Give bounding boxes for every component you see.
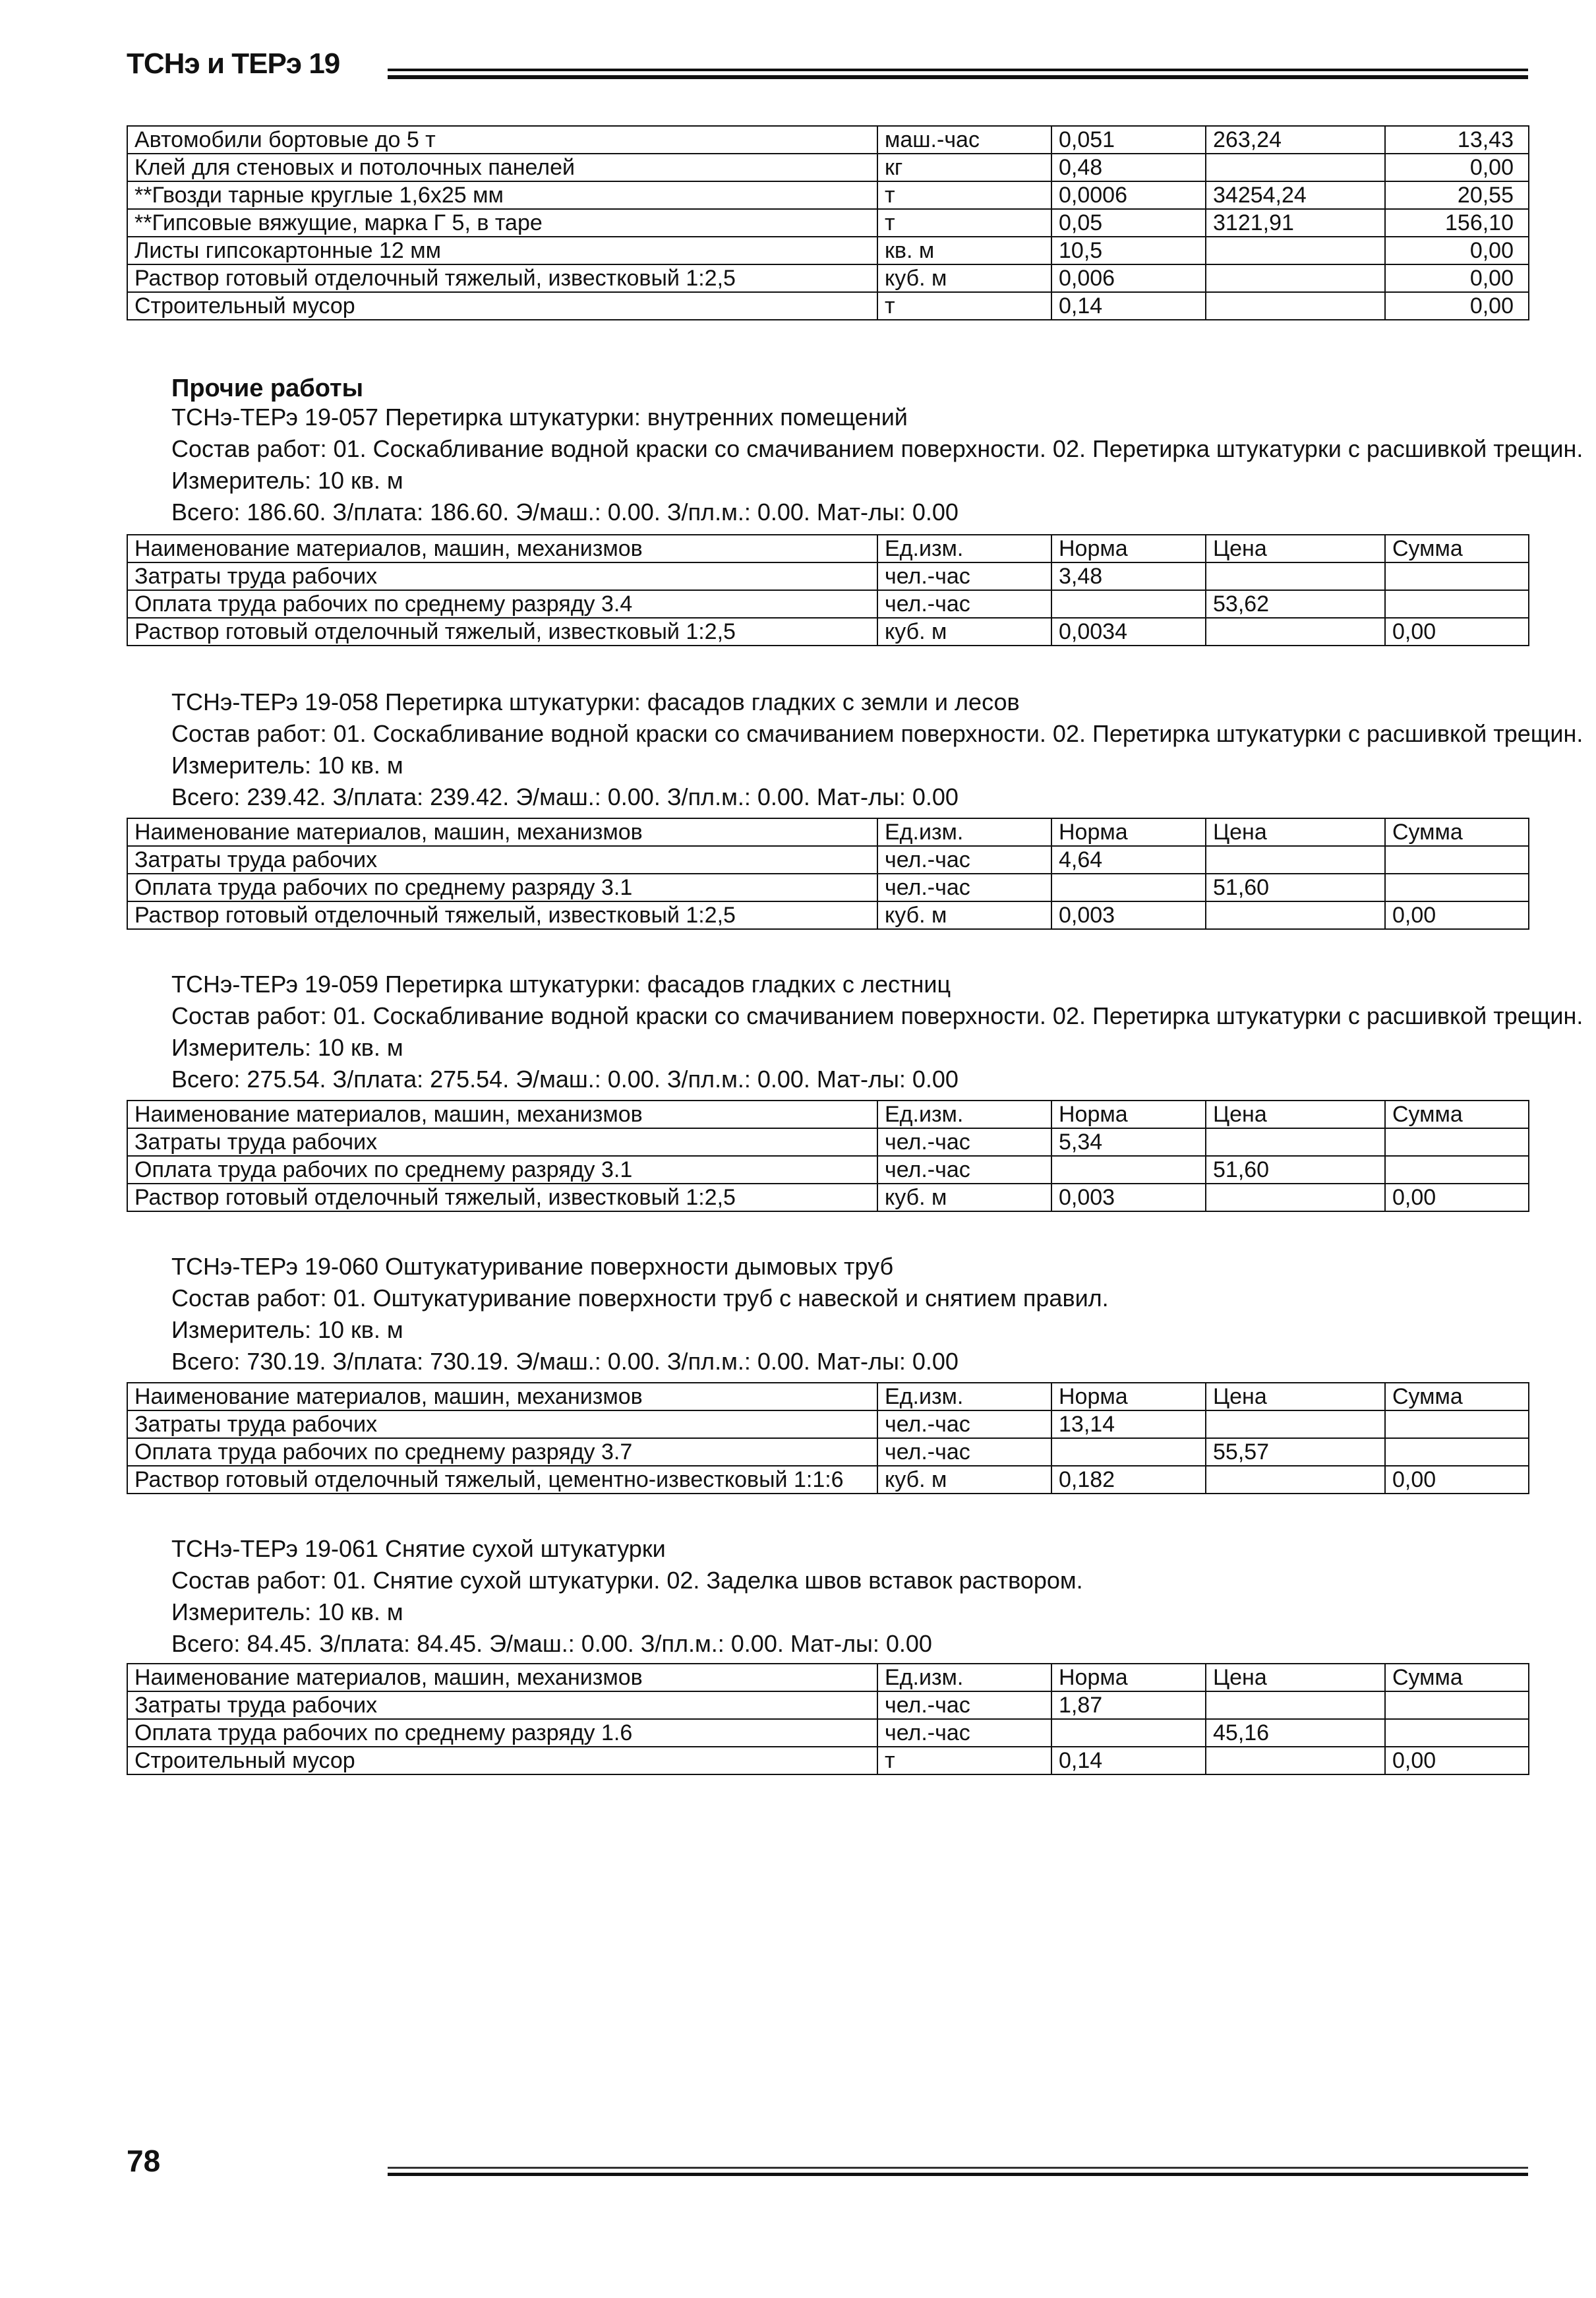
cell-unit: т [877,181,1051,209]
cell-unit: чел.-час [877,1691,1051,1719]
cell-name: Раствор готовый отделочный тяжелый, известковый 1:2,5 [127,618,877,646]
block-unit: Измеритель: 10 кв. м [171,1034,403,1061]
cell-norm: 0,14 [1051,292,1206,320]
block-title: ТСНэ-ТЕРэ 19-059 Перетирка штукатурки: фасадов гладких с лестниц [171,971,951,998]
cell-price [1206,292,1385,320]
block-title: ТСНэ-ТЕРэ 19-058 Перетирка штукатурки: фасадов гладких с земли и лесов [171,688,1020,715]
block-totals: Всего: 84.45. З/плата: 84.45. Э/маш.: 0.00. З/пл.м.: 0.00. Мат-лы: 0.00 [171,1630,932,1657]
cell-name: Затраты труда рабочих [127,1691,877,1719]
materials-table [127,818,1529,930]
table-row [127,874,1529,901]
cell-norm: 10,5 [1051,237,1206,264]
cell-norm: 1,87 [1051,1691,1206,1719]
cell-sum: 0,00 [1385,292,1529,320]
table-row [127,292,1529,320]
header-sum: Сумма [1385,535,1529,562]
block-title: ТСНэ-ТЕРэ 19-061 Снятие сухой штукатурки [171,1535,666,1562]
cell-norm [1051,1719,1206,1747]
header-unit: Ед.изм. [877,1383,1051,1410]
table-row [127,590,1529,618]
section-heading: Прочие работы [171,375,364,402]
cell-unit: чел.-час [877,1128,1051,1156]
block-totals: Всего: 730.19. З/плата: 730.19. Э/маш.: 0.00. З/пл.м.: 0.00. Мат-лы: 0.00 [171,1348,959,1375]
header-norm: Норма [1051,1664,1206,1691]
cell-sum [1385,562,1529,590]
header-name: Наименование материалов, машин, механизмов [127,535,877,562]
running-header: ТСНэ и ТЕРэ 19 [127,47,340,80]
cell-name: Строительный мусор [127,292,877,320]
header-price: Цена [1206,1101,1385,1128]
header-norm: Норма [1051,535,1206,562]
table-row [127,126,1529,154]
table-row [127,1128,1529,1156]
table-row [127,901,1529,929]
table-row [127,1719,1529,1747]
cell-price [1206,1747,1385,1774]
table-header-row [127,535,1529,562]
header-norm: Норма [1051,1101,1206,1128]
table-row [127,1747,1529,1774]
table-row [127,1438,1529,1466]
table-row [127,264,1529,292]
table-header-row [127,1664,1529,1691]
cell-unit: чел.-час [877,1410,1051,1438]
cell-norm: 0,051 [1051,126,1206,154]
cell-name: Раствор готовый отделочный тяжелый, известковый 1:2,5 [127,264,877,292]
header-unit: Ед.изм. [877,535,1051,562]
cell-sum [1385,590,1529,618]
cell-norm: 0,182 [1051,1466,1206,1494]
cell-norm [1051,1438,1206,1466]
header-price: Цена [1206,535,1385,562]
cell-sum: 13,43 [1385,126,1529,154]
block-composition: Состав работ: 01. Снятие сухой штукатурки. 02. Заделка швов вставок раствором. [171,1567,1083,1594]
table-header-row [127,1101,1529,1128]
cell-sum [1385,874,1529,901]
cell-name: Раствор готовый отделочный тяжелый, известковый 1:2,5 [127,901,877,929]
table-row [127,846,1529,874]
table-row [127,1184,1529,1211]
cell-name: Оплата труда рабочих по среднему разряду 3.4 [127,590,877,618]
header-norm: Норма [1051,818,1206,846]
cell-price [1206,237,1385,264]
table-row [127,1691,1529,1719]
cell-price: 45,16 [1206,1719,1385,1747]
cell-unit: кв. м [877,237,1051,264]
table-row [127,209,1529,237]
cell-norm: 3,48 [1051,562,1206,590]
cell-unit: маш.-час [877,126,1051,154]
cell-norm: 0,0006 [1051,181,1206,209]
cell-price: 55,57 [1206,1438,1385,1466]
cell-unit: куб. м [877,618,1051,646]
top-table [127,125,1529,320]
block-composition: Состав работ: 01. Оштукатуривание поверхности труб с навеской и снятием правил. [171,1285,1109,1312]
table-row [127,1410,1529,1438]
cell-unit: чел.-час [877,1719,1051,1747]
cell-name: Затраты труда рабочих [127,1128,877,1156]
cell-norm [1051,874,1206,901]
cell-unit: куб. м [877,1184,1051,1211]
block-unit: Измеритель: 10 кв. м [171,1316,403,1343]
table-row [127,237,1529,264]
header-unit: Ед.изм. [877,1101,1051,1128]
cell-sum [1385,1156,1529,1184]
cell-name: Затраты труда рабочих [127,562,877,590]
cell-unit: чел.-час [877,562,1051,590]
cell-price [1206,1466,1385,1494]
cell-unit: чел.-час [877,874,1051,901]
cell-unit: куб. м [877,264,1051,292]
cell-norm: 0,006 [1051,264,1206,292]
cell-price [1206,1184,1385,1211]
cell-price [1206,264,1385,292]
header-name: Наименование материалов, машин, механизмов [127,1101,877,1128]
cell-price: 3121,91 [1206,209,1385,237]
block-unit: Измеритель: 10 кв. м [171,752,403,779]
block-title: ТСНэ-ТЕРэ 19-057 Перетирка штукатурки: внутренних помещений [171,404,908,431]
cell-unit: куб. м [877,1466,1051,1494]
header-sum: Сумма [1385,1383,1529,1410]
cell-price: 51,60 [1206,1156,1385,1184]
cell-sum [1385,1410,1529,1438]
block-composition: Состав работ: 01. Соскабливание водной краски со смачиванием поверхности. 02. Перетирка штукатурки с расшивкой трещин. [171,720,1583,747]
cell-unit: чел.-час [877,1156,1051,1184]
header-price: Цена [1206,818,1385,846]
cell-norm: 0,0034 [1051,618,1206,646]
cell-name: **Гвозди тарные круглые 1,6х25 мм [127,181,877,209]
block-totals: Всего: 239.42. З/плата: 239.42. Э/маш.: 0.00. З/пл.м.: 0.00. Мат-лы: 0.00 [171,783,959,810]
cell-unit: т [877,209,1051,237]
cell-sum [1385,1691,1529,1719]
cell-price: 53,62 [1206,590,1385,618]
cell-price [1206,1691,1385,1719]
block-title: ТСНэ-ТЕРэ 19-060 Оштукатуривание поверхности дымовых труб [171,1253,894,1280]
table-header-row [127,818,1529,846]
cell-norm: 0,48 [1051,154,1206,181]
cell-sum: 20,55 [1385,181,1529,209]
cell-sum: 0,00 [1385,618,1529,646]
block-totals: Всего: 275.54. З/плата: 275.54. Э/маш.: 0.00. З/пл.м.: 0.00. Мат-лы: 0.00 [171,1066,959,1093]
table-row [127,1466,1529,1494]
block-composition: Состав работ: 01. Соскабливание водной краски со смачиванием поверхности. 02. Перетирка штукатурки с расшивкой трещин. [171,1002,1583,1029]
cell-unit: чел.-час [877,1438,1051,1466]
header-norm: Норма [1051,1383,1206,1410]
cell-unit: чел.-час [877,846,1051,874]
header-price: Цена [1206,1664,1385,1691]
cell-unit: куб. м [877,901,1051,929]
block-totals: Всего: 186.60. З/плата: 186.60. Э/маш.: 0.00. З/пл.м.: 0.00. Мат-лы: 0.00 [171,499,959,526]
cell-norm: 4,64 [1051,846,1206,874]
cell-sum [1385,1719,1529,1747]
cell-price: 34254,24 [1206,181,1385,209]
header-name: Наименование материалов, машин, механизмов [127,1664,877,1691]
cell-sum: 0,00 [1385,237,1529,264]
cell-name: Оплата труда рабочих по среднему разряду 1.6 [127,1719,877,1747]
cell-sum: 156,10 [1385,209,1529,237]
cell-norm: 0,003 [1051,1184,1206,1211]
materials-table [127,1100,1529,1212]
cell-price [1206,618,1385,646]
materials-table [127,534,1529,646]
header-unit: Ед.изм. [877,818,1051,846]
cell-unit: чел.-час [877,590,1051,618]
cell-norm: 0,003 [1051,901,1206,929]
table-row [127,562,1529,590]
cell-name: Оплата труда рабочих по среднему разряду 3.7 [127,1438,877,1466]
cell-norm [1051,1156,1206,1184]
table-row [127,154,1529,181]
header-name: Наименование материалов, машин, механизмов [127,818,877,846]
cell-price [1206,154,1385,181]
cell-sum [1385,846,1529,874]
materials-table [127,1382,1529,1494]
cell-price [1206,846,1385,874]
cell-unit: т [877,1747,1051,1774]
cell-price [1206,901,1385,929]
cell-norm: 5,34 [1051,1128,1206,1156]
cell-sum: 0,00 [1385,1747,1529,1774]
cell-norm: 13,14 [1051,1410,1206,1438]
cell-name: Раствор готовый отделочный тяжелый, цементно-известковый 1:1:6 [127,1466,877,1494]
header-unit: Ед.изм. [877,1664,1051,1691]
cell-sum: 0,00 [1385,901,1529,929]
cell-name: Затраты труда рабочих [127,1410,877,1438]
cell-sum: 0,00 [1385,1466,1529,1494]
header-price: Цена [1206,1383,1385,1410]
page-number: 78 [127,2144,161,2178]
cell-sum: 0,00 [1385,154,1529,181]
header-rule [388,69,1528,79]
cell-sum: 0,00 [1385,1184,1529,1211]
cell-name: Автомобили бортовые до 5 т [127,126,877,154]
cell-price [1206,1410,1385,1438]
cell-name: Строительный мусор [127,1747,877,1774]
materials-table [127,1663,1529,1775]
header-sum: Сумма [1385,1664,1529,1691]
cell-sum [1385,1438,1529,1466]
cell-norm [1051,590,1206,618]
cell-norm: 0,05 [1051,209,1206,237]
table-header-row [127,1383,1529,1410]
cell-unit: кг [877,154,1051,181]
cell-name: Оплата труда рабочих по среднему разряду 3.1 [127,1156,877,1184]
header-sum: Сумма [1385,818,1529,846]
cell-price: 51,60 [1206,874,1385,901]
block-unit: Измеритель: 10 кв. м [171,467,403,494]
block-composition: Состав работ: 01. Соскабливание водной краски со смачиванием поверхности. 02. Перетирка штукатурки с расшивкой трещин. [171,435,1583,462]
cell-price [1206,562,1385,590]
block-unit: Измеритель: 10 кв. м [171,1598,403,1625]
cell-sum: 0,00 [1385,264,1529,292]
cell-name: Листы гипсокартонные 12 мм [127,237,877,264]
cell-norm: 0,14 [1051,1747,1206,1774]
cell-name: **Гипсовые вяжущие, марка Г 5, в таре [127,209,877,237]
cell-name: Клей для стеновых и потолочных панелей [127,154,877,181]
table-row [127,181,1529,209]
cell-sum [1385,1128,1529,1156]
table-row [127,618,1529,646]
footer-rule [388,2167,1528,2176]
header-sum: Сумма [1385,1101,1529,1128]
table-row [127,1156,1529,1184]
cell-name: Затраты труда рабочих [127,846,877,874]
cell-name: Раствор готовый отделочный тяжелый, известковый 1:2,5 [127,1184,877,1211]
cell-price: 263,24 [1206,126,1385,154]
cell-price [1206,1128,1385,1156]
cell-name: Оплата труда рабочих по среднему разряду 3.1 [127,874,877,901]
cell-unit: т [877,292,1051,320]
header-name: Наименование материалов, машин, механизмов [127,1383,877,1410]
